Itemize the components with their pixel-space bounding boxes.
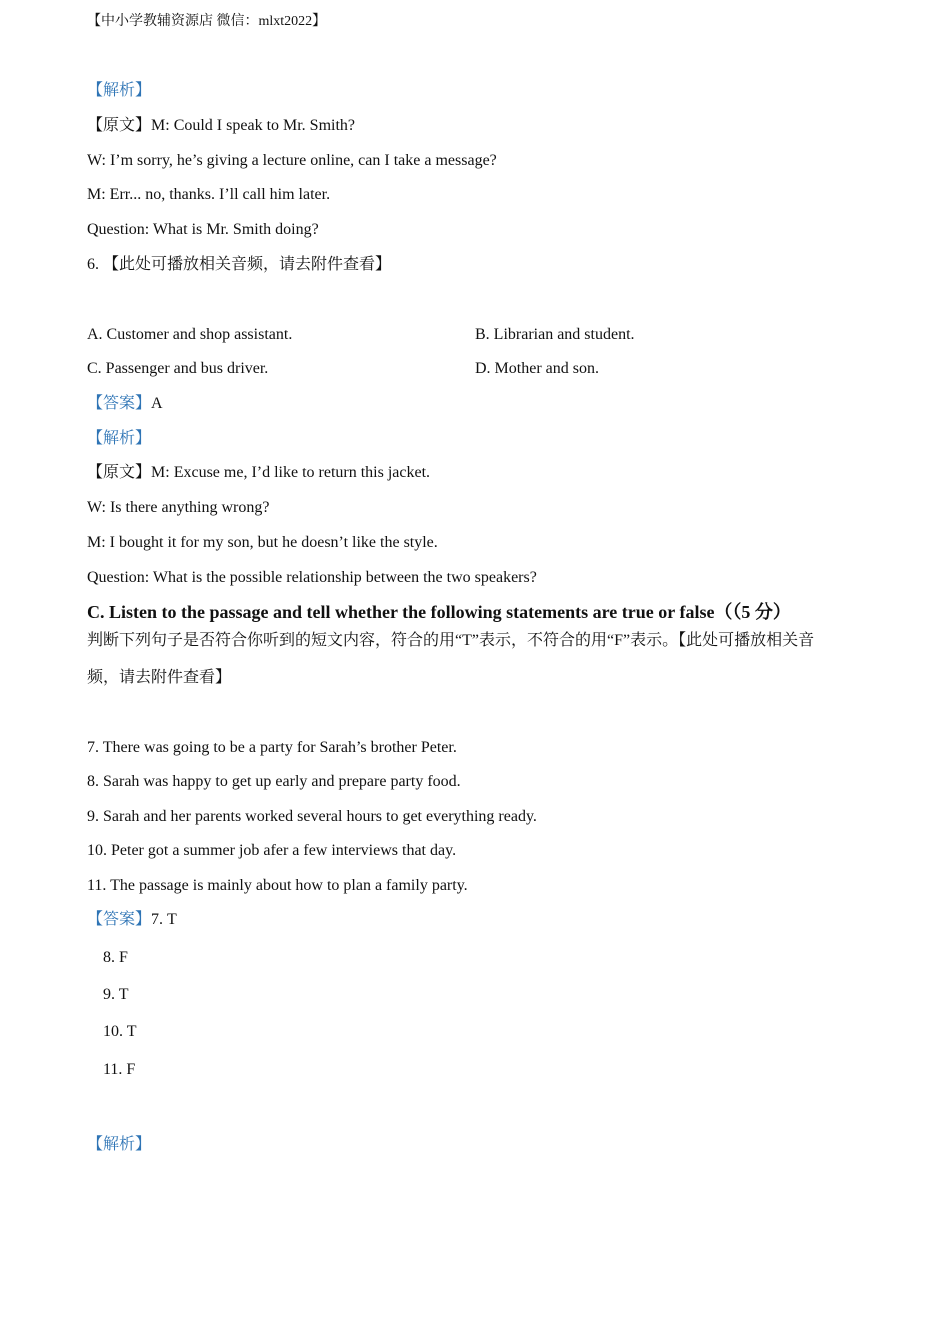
statement-item: 9. Sarah and her parents worked several hours to get everything ready.: [87, 808, 537, 825]
analysis-label: 【解析】: [87, 1136, 152, 1153]
transcript-line: M: Err... no, thanks. I’ll call him later.: [87, 186, 331, 203]
answer-item: 11. F: [103, 1061, 136, 1078]
option-a: A. Customer and shop assistant.: [87, 326, 293, 343]
transcript-text: M: Could I speak to Mr. Smith?: [151, 117, 356, 134]
question-line: Question: What is the possible relationship between the two speakers?: [87, 569, 537, 586]
transcript-line: [87, 116, 355, 136]
answer-value: 7. T: [151, 911, 177, 928]
transcript-label: 【原文】: [87, 464, 152, 481]
statement-item: 10. Peter got a summer job afer a few interviews that day.: [87, 842, 457, 859]
answer-item: 8. F: [103, 949, 128, 966]
section-instruction: 频，请去附件查看】: [87, 669, 232, 686]
statement-item: 8. Sarah was happy to get up early and prepare party food.: [87, 773, 461, 790]
transcript-text: M: Excuse me, I’d like to return this jacket.: [151, 464, 431, 481]
answer-line: [87, 394, 163, 414]
option-b: B. Librarian and student.: [475, 326, 635, 343]
statement-item: 11. The passage is mainly about how to plan a family party.: [87, 877, 468, 894]
question-prompt: 6. 【此处可播放相关音频，请去附件查看】: [87, 256, 392, 273]
transcript-line: W: I’m sorry, he’s giving a lecture online, can I take a message?: [87, 152, 497, 169]
answer-label: 【答案】: [87, 911, 152, 928]
answer-item: 10. T: [103, 1023, 137, 1040]
section-instruction: 判断下列句子是否符合你听到的短文内容，符合的用“T”表示，不符合的用“F”表示。【此处可播放相关音: [87, 632, 815, 649]
answer-label: 【答案】: [87, 395, 152, 412]
option-c: C. Passenger and bus driver.: [87, 360, 269, 377]
answer-value: A: [151, 395, 163, 412]
answer-item: 9. T: [103, 986, 129, 1003]
analysis-label: 【解析】: [87, 430, 152, 447]
statement-item: 7. There was going to be a party for Sarah’s brother Peter.: [87, 739, 457, 756]
answer-line: [87, 910, 177, 930]
transcript-line: [87, 463, 430, 483]
analysis-label: 【解析】: [87, 82, 152, 99]
page-header: 【中小学教辅资源店 微信：mlxt2022】: [87, 14, 327, 29]
transcript-label: 【原文】: [87, 117, 152, 134]
section-heading: C. Listen to the passage and tell whether the following statements are true or false（（5 分）: [87, 602, 791, 622]
question-line: Question: What is Mr. Smith doing?: [87, 221, 319, 238]
option-d: D. Mother and son.: [475, 360, 599, 377]
transcript-line: W: Is there anything wrong?: [87, 499, 270, 516]
transcript-line: M: I bought it for my son, but he doesn’t like the style.: [87, 534, 438, 551]
